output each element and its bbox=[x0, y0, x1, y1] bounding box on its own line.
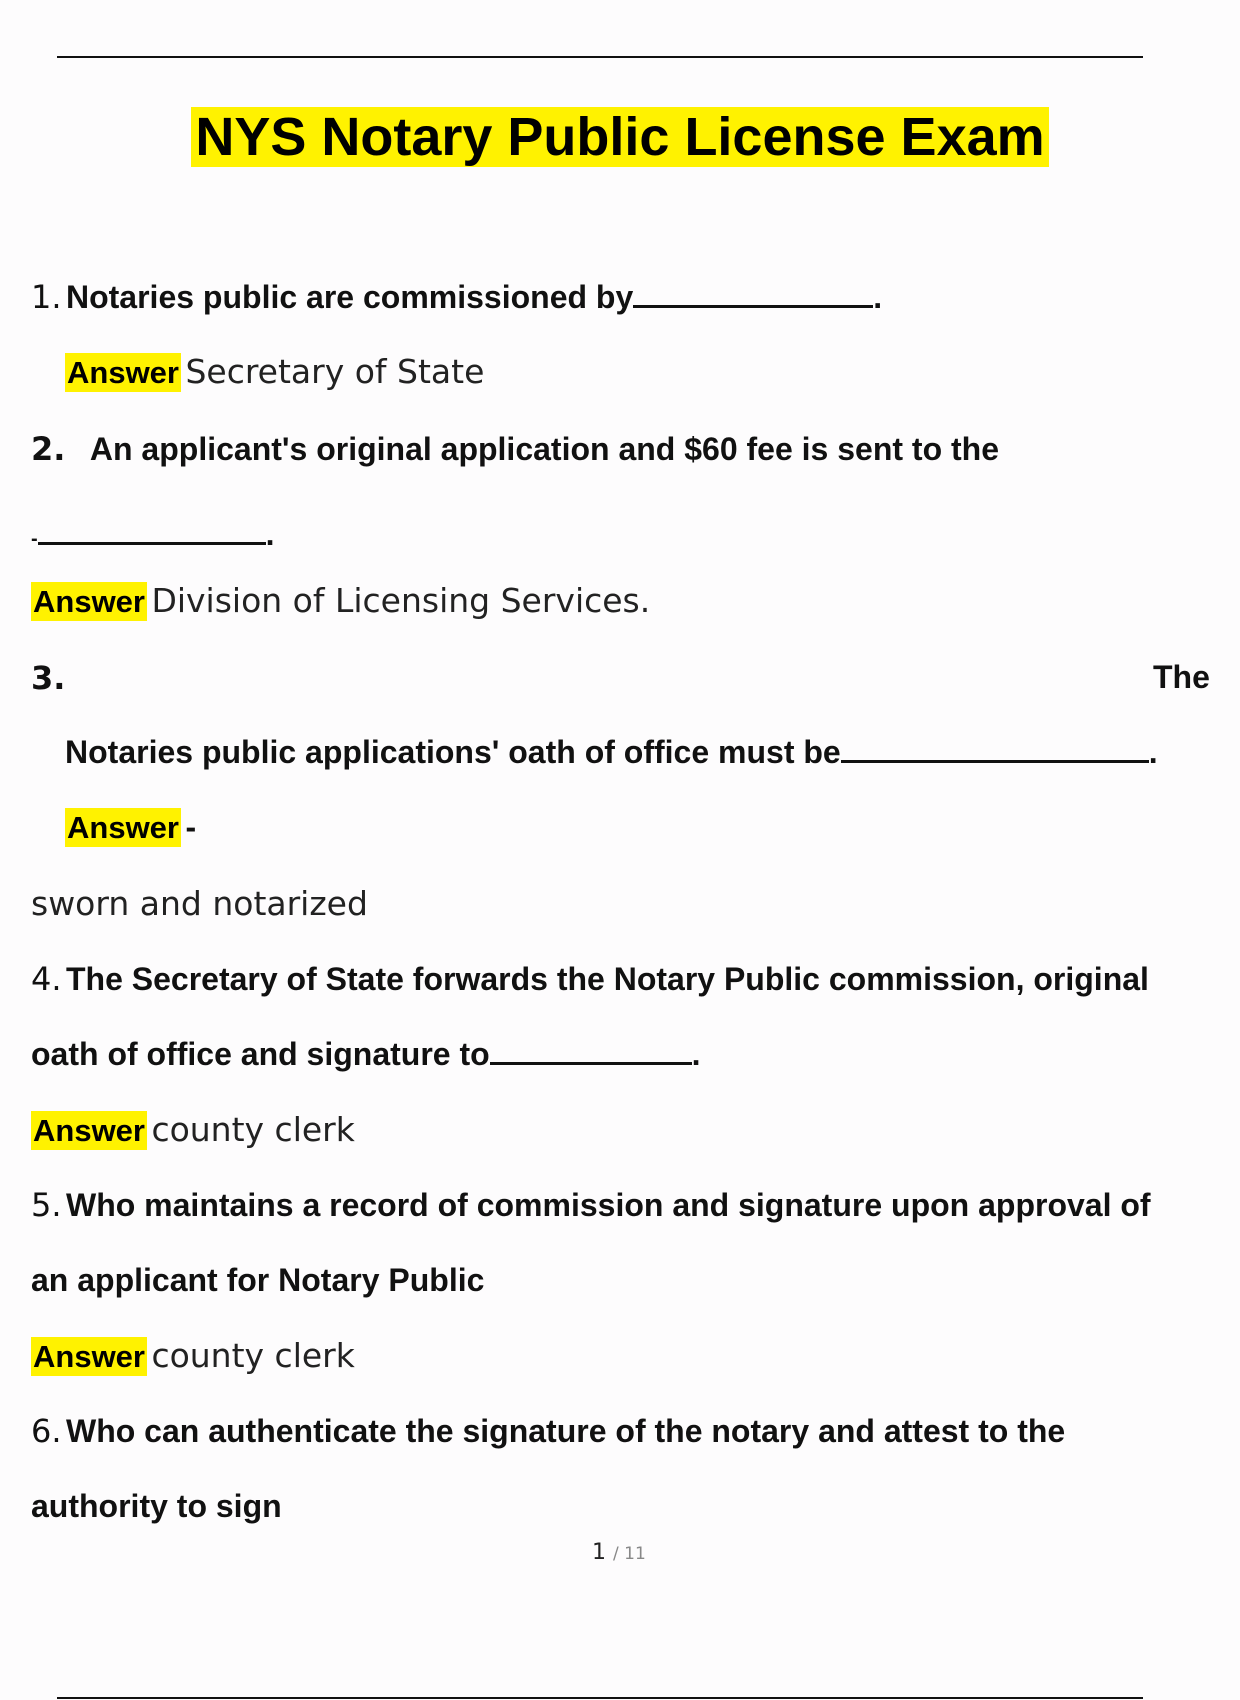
question-text: The Secretary of State forwards the Notary Public commission, original bbox=[65, 961, 1149, 997]
question-number: 1. bbox=[31, 278, 62, 316]
question-2 bbox=[31, 430, 999, 468]
answer-label: Answer bbox=[67, 355, 179, 390]
answer-label: Answer bbox=[33, 584, 145, 619]
answer-text: sworn and notarized bbox=[31, 884, 368, 923]
question-3-overflow: The bbox=[1153, 659, 1210, 695]
question-3: Notaries public applications' oath of office must be . bbox=[65, 734, 1158, 770]
answer-2 bbox=[31, 581, 650, 620]
question-number: 2. bbox=[31, 430, 66, 468]
answer-text: county clerk bbox=[151, 1336, 355, 1375]
question-4 bbox=[31, 960, 1149, 998]
answer-blank bbox=[633, 301, 873, 308]
question-number: 6. bbox=[31, 1412, 62, 1450]
question-text: An applicant's original application and $60 fee is sent to the bbox=[89, 431, 999, 467]
page-current: 1 bbox=[592, 1540, 606, 1565]
answer-label: Answer bbox=[33, 1113, 145, 1148]
question-6-line-2: authority to sign bbox=[31, 1488, 282, 1524]
answer-text: county clerk bbox=[151, 1110, 355, 1149]
question-text: Who can authenticate the signature of the notary and attest to the bbox=[65, 1413, 1066, 1449]
question-text: Who maintains a record of commission and signature upon approval of bbox=[65, 1187, 1151, 1223]
question-6 bbox=[31, 1412, 1065, 1450]
question-2-blank-line: - . bbox=[31, 516, 275, 552]
document-title: NYS Notary Public License Exam bbox=[0, 106, 1240, 168]
question-5 bbox=[31, 1186, 1151, 1224]
answer-blank bbox=[841, 756, 1149, 763]
answer-4 bbox=[31, 1110, 355, 1149]
answer-3 bbox=[31, 884, 368, 923]
top-rule bbox=[57, 56, 1143, 58]
question-4-line-2: oath of office and signature to . bbox=[31, 1036, 701, 1072]
answer-text: Division of Licensing Services. bbox=[151, 581, 651, 620]
answer-blank bbox=[38, 538, 266, 545]
question-text: Notaries public applications' oath of office must be bbox=[65, 734, 841, 770]
answer-3-label: Answer - bbox=[67, 809, 197, 845]
question-1: 1. Notaries public are commissioned by . bbox=[31, 278, 883, 316]
question-number: 5. bbox=[31, 1186, 62, 1224]
answer-1 bbox=[65, 352, 484, 391]
answer-label: Answer bbox=[67, 810, 179, 845]
question-3-number: 3. bbox=[31, 659, 66, 697]
page-total: / 11 bbox=[613, 1544, 646, 1564]
bottom-rule bbox=[57, 1697, 1143, 1699]
question-5-line-2: an applicant for Notary Public bbox=[31, 1262, 485, 1298]
answer-5 bbox=[31, 1336, 355, 1375]
answer-text: Secretary of State bbox=[185, 352, 485, 391]
question-text: Notaries public are commissioned by bbox=[65, 279, 634, 315]
answer-label: Answer bbox=[33, 1339, 145, 1374]
page-indicator bbox=[592, 1540, 646, 1565]
question-number: 4. bbox=[31, 960, 62, 998]
answer-blank bbox=[490, 1058, 692, 1065]
